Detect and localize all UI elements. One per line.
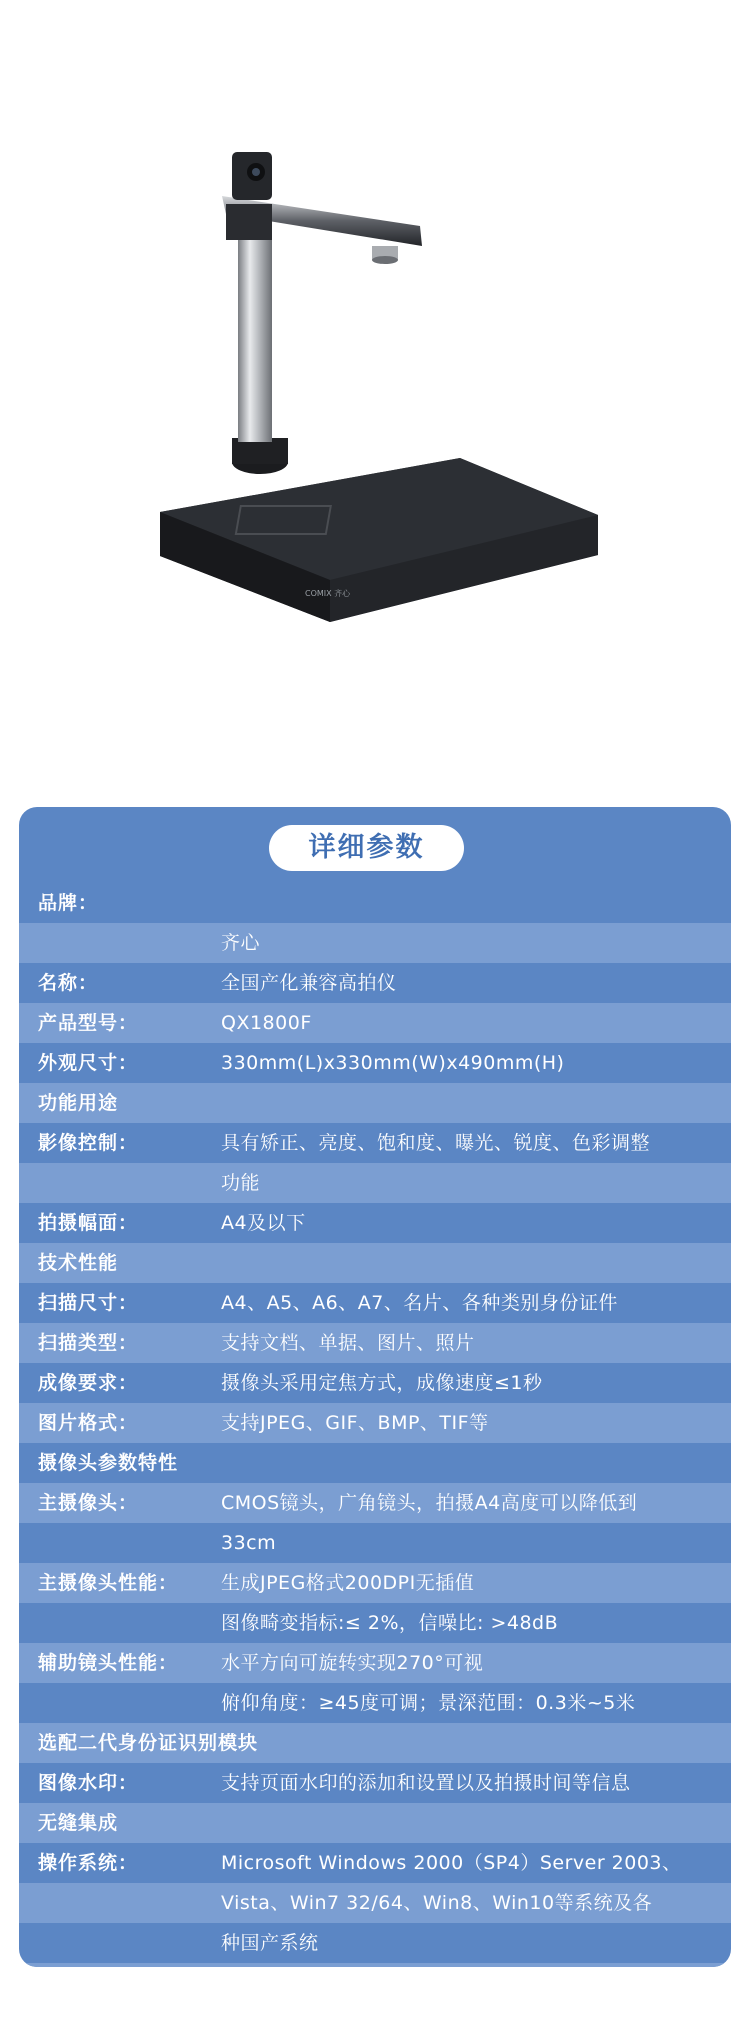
spec-key: 影像控制：: [38, 1132, 139, 1154]
spec-key: 主摄像头性能：: [38, 1572, 179, 1594]
spec-row: [19, 1563, 731, 1603]
spec-row: [19, 963, 731, 1003]
spec-value: 全国产化兼容高拍仪: [221, 972, 397, 994]
spec-row: [19, 1843, 731, 1883]
spec-key: 成像要求：: [38, 1372, 139, 1394]
spec-key: 图片格式：: [38, 1412, 139, 1434]
spec-key: 扫描尺寸：: [38, 1292, 139, 1314]
spec-row: [19, 1403, 731, 1443]
spec-row: [19, 1803, 731, 1843]
spec-row: [19, 1163, 731, 1203]
spec-row: [19, 1643, 731, 1683]
spec-row: [19, 1883, 731, 1923]
spec-key: 品牌：: [38, 892, 99, 914]
spec-row: [19, 1683, 731, 1723]
spec-value: A4及以下: [221, 1212, 306, 1234]
spec-row: [19, 1203, 731, 1243]
spec-value: A4、A5、A6、A7、名片、各种类别身份证件: [221, 1292, 618, 1314]
spec-row: [19, 1963, 731, 1967]
spec-value: 齐心: [221, 932, 261, 954]
spec-key: 选配二代身份证识别模块: [38, 1732, 259, 1754]
spec-value: 水平方向可旋转实现270°可视: [221, 1652, 484, 1674]
spec-key: 扫描类型：: [38, 1332, 139, 1354]
spec-key: 外观尺寸：: [38, 1052, 139, 1074]
spec-key: 操作系统：: [38, 1852, 139, 1874]
spec-row: [19, 883, 731, 923]
spec-value: 33cm: [221, 1532, 277, 1554]
spec-row: [19, 1603, 731, 1643]
document-camera-illustration: [0, 0, 750, 800]
spec-row: [19, 1523, 731, 1563]
spec-rows: [19, 883, 731, 1967]
spec-key: 辅助镜头性能：: [38, 1652, 179, 1674]
spec-value: 摄像头采用定焦方式，成像速度≤1秒: [221, 1372, 543, 1394]
spec-key: 拍摄幅面：: [38, 1212, 139, 1234]
spec-key: 主摄像头：: [38, 1492, 139, 1514]
spec-row: [19, 1323, 731, 1363]
spec-value: 种国产系统: [221, 1932, 319, 1954]
spec-row: [19, 923, 731, 963]
spec-value: QX1800F: [221, 1012, 312, 1034]
spec-value: 支持页面水印的添加和设置以及拍摄时间等信息: [221, 1772, 631, 1794]
spec-row: [19, 1083, 731, 1123]
spec-row: [19, 1923, 731, 1963]
spec-row: [19, 1283, 731, 1323]
pole: [238, 230, 272, 442]
spec-row: [19, 1763, 731, 1803]
section-title: 详细参数: [269, 825, 464, 871]
spec-key: 功能用途: [38, 1092, 119, 1114]
spec-panel: [19, 807, 731, 1967]
product-image-area: [0, 0, 750, 800]
spec-value: 支持JPEG、GIF、BMP、TIF等: [221, 1412, 489, 1434]
spec-key: 摄像头参数特性: [38, 1452, 179, 1474]
spec-value: 具有矫正、亮度、饱和度、曝光、锐度、色彩调整: [221, 1132, 651, 1154]
brand-mark: COMIX 齐心: [305, 589, 351, 598]
spec-value: 图像畸变指标:≤ 2%，信噪比: >48dB: [221, 1612, 559, 1634]
spec-value: 功能: [221, 1172, 261, 1194]
spec-row: [19, 1043, 731, 1083]
spec-key: 技术性能: [38, 1252, 119, 1274]
spec-row: [19, 1483, 731, 1523]
spec-row: [19, 1723, 731, 1763]
spec-row: [19, 1243, 731, 1283]
spec-row: [19, 1003, 731, 1043]
spec-value: 俯仰角度：≥45度可调；景深范围：0.3米~5米: [221, 1692, 636, 1714]
spec-value: CMOS镜头，广角镜头，拍摄A4高度可以降低到: [221, 1492, 638, 1514]
spec-value: 330mm(L)x330mm(W)x490mm(H): [221, 1052, 565, 1074]
spec-value: 支持文档、单据、图片、照片: [221, 1332, 475, 1354]
spec-key: 无缝集成: [38, 1812, 119, 1834]
spec-value: 生成JPEG格式200DPI无插值: [221, 1572, 475, 1594]
spec-key: 产品型号：: [38, 1012, 139, 1034]
spec-value: Vista、Win7 32/64、Win8、Win10等系统及各: [221, 1892, 653, 1914]
spec-value: Microsoft Windows 2000（SP4）Server 2003、: [221, 1852, 682, 1874]
spec-row: [19, 1363, 731, 1403]
spec-key: 名称：: [38, 972, 99, 994]
spec-row: [19, 1443, 731, 1483]
spec-row: [19, 1123, 731, 1163]
spec-key: 图像水印：: [38, 1772, 139, 1794]
